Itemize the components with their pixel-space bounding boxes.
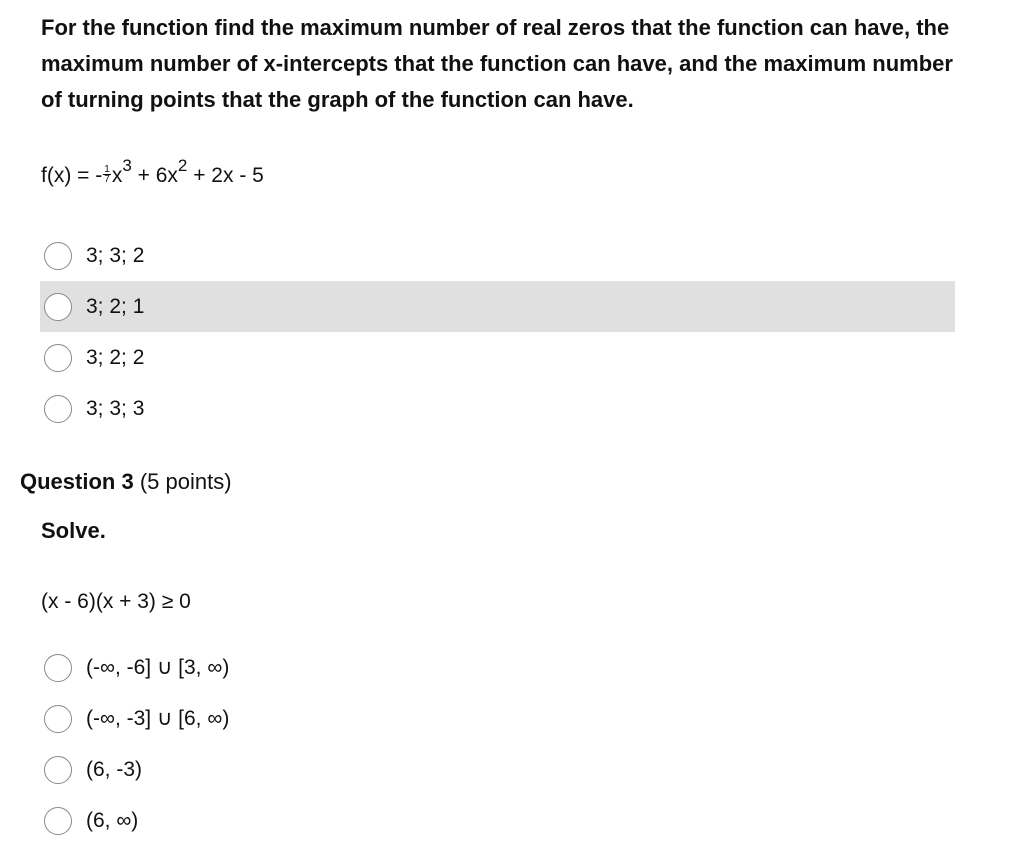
radio-button[interactable] (44, 395, 72, 423)
answer-option[interactable] (40, 281, 955, 332)
question-3-instruction: Solve. (41, 518, 106, 543)
question-title: Question 3 (20, 469, 134, 494)
option-label: (6, ∞) (86, 808, 139, 832)
equation-term-1: x (111, 164, 123, 187)
answer-option[interactable] (40, 642, 955, 693)
answer-option[interactable] (40, 795, 955, 846)
option-label: 3; 2; 2 (86, 345, 145, 369)
option-label: 3; 3; 2 (86, 243, 145, 267)
radio-button[interactable] (44, 654, 72, 682)
equation-term-2: + 6x (131, 164, 178, 187)
answer-option[interactable] (40, 383, 955, 434)
option-label: 3; 3; 3 (86, 396, 145, 420)
answer-option[interactable] (40, 230, 955, 281)
question-2-equation (41, 156, 264, 190)
option-label: (-∞, -6] ∪ [3, ∞) (86, 656, 230, 679)
equation-rest: + 2x - 5 (187, 164, 264, 187)
question-2-options (40, 230, 955, 434)
question-2-prompt: For the function find the maximum number of real zeros that the function can have, the maximum number of x-intercepts that the function can have, and the maximum number of turning points that the graph of the function can have. (41, 15, 953, 112)
radio-button[interactable] (44, 293, 72, 321)
answer-option[interactable] (40, 332, 955, 383)
equation-lhs: f(x) = - (41, 164, 103, 187)
fraction-numerator: 1 (104, 163, 110, 175)
equation-exponent-2: 2 (177, 156, 188, 175)
fraction-denominator: 7 (104, 173, 110, 185)
question-3-options (40, 642, 955, 846)
equation-fraction (103, 165, 111, 184)
radio-button[interactable] (44, 344, 72, 372)
radio-button[interactable] (44, 807, 72, 835)
option-label: (6, -3) (86, 757, 143, 781)
radio-button[interactable] (44, 242, 72, 270)
answer-option[interactable] (40, 693, 955, 744)
radio-button[interactable] (44, 756, 72, 784)
radio-button[interactable] (44, 705, 72, 733)
option-label: (-∞, -3] ∪ [6, ∞) (86, 707, 230, 730)
question-3-header (20, 466, 232, 498)
question-points: (5 points) (139, 469, 232, 494)
answer-option[interactable] (40, 744, 955, 795)
equation-exponent-1: 3 (122, 156, 132, 175)
question-3-equation: (x - 6)(x + 3) ≥ 0 (41, 590, 191, 613)
option-label: 3; 2; 1 (86, 294, 145, 318)
